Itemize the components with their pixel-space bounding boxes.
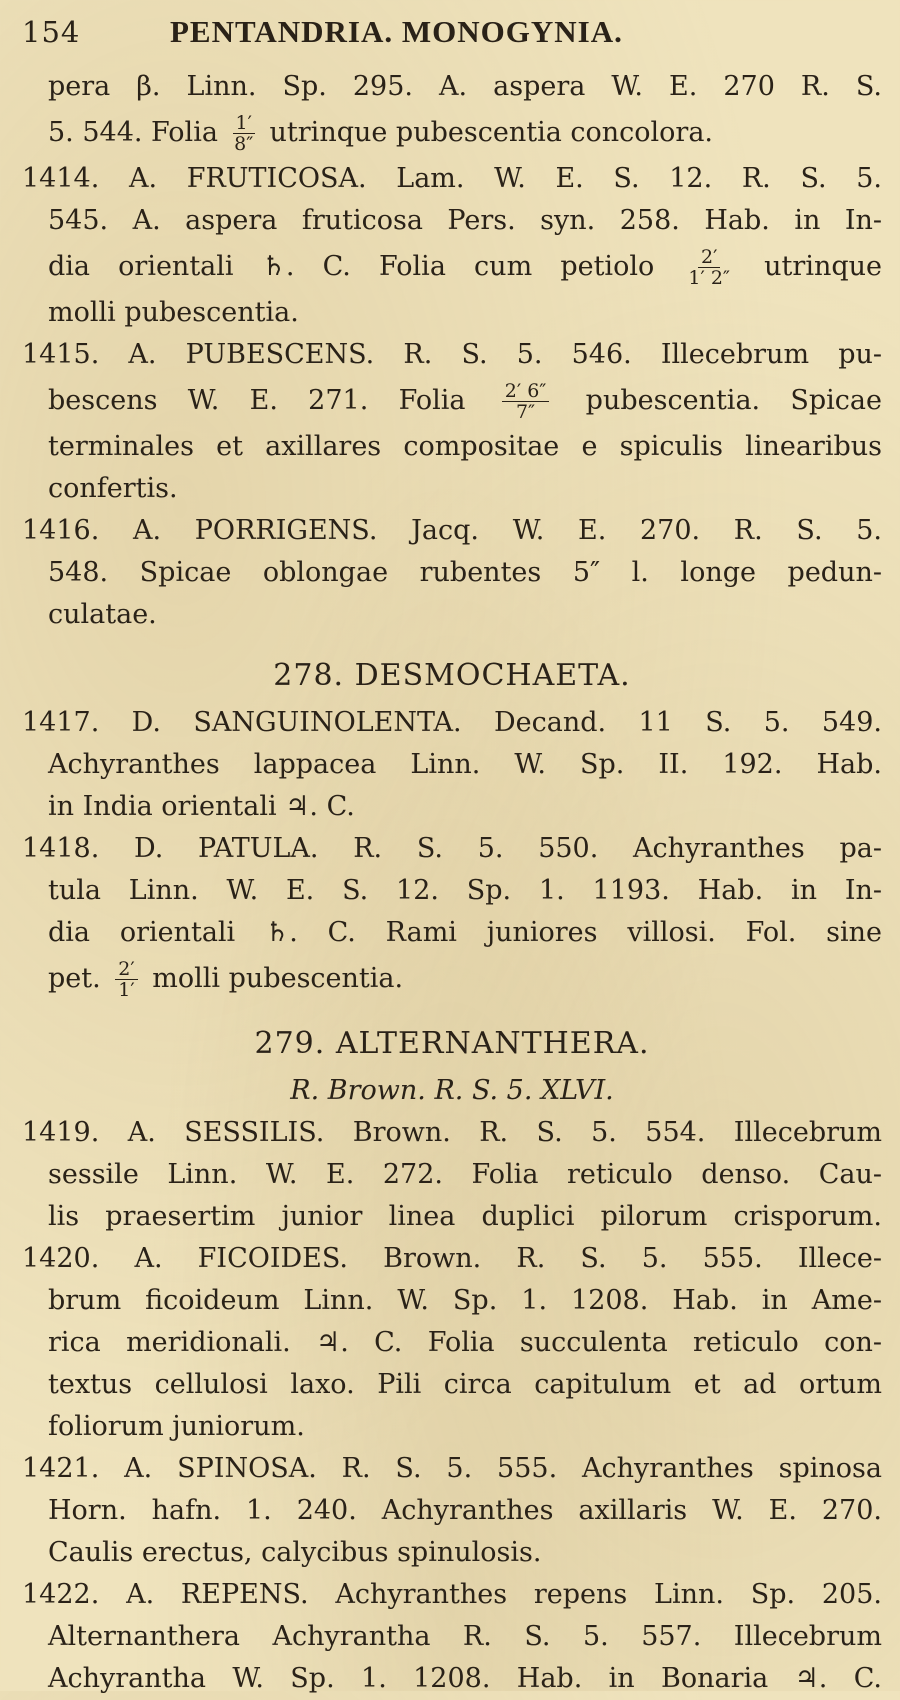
- text-line: [22, 376, 882, 426]
- text-line: brum ficoideum Linn. W. Sp. 1. 1208. Hab. in Ame-: [48, 1285, 882, 1316]
- fraction: [233, 113, 255, 154]
- text-line: tula Linn. W. E. S. 12. Sp. 1. 1193. Hab. in In-: [48, 875, 882, 906]
- fraction-top: 2′: [698, 247, 720, 268]
- text-span: dia orientali ♄. C. Folia cum petiolo: [48, 251, 655, 282]
- text-span: utrinque pubescentia concolora.: [269, 117, 714, 148]
- spacer: [22, 636, 882, 650]
- text-line: culatae.: [48, 599, 157, 630]
- genus-heading: 278. DESMOCHAETA.: [273, 658, 631, 693]
- fraction-bottom: 1′: [118, 979, 135, 1001]
- page-number: 154: [22, 15, 81, 49]
- fraction: [115, 959, 137, 1000]
- text-line: lis praesertim junior linea duplici pilorum crisporum.: [48, 1201, 882, 1232]
- text-line: molli pubescentia.: [48, 297, 299, 328]
- entry-line: 1414. A. FRUTICOSA. Lam. W. E. S. 12. R. S. 5.: [22, 163, 882, 194]
- text-line: textus cellulosi laxo. Pili circa capitulum et ad ortum: [48, 1369, 882, 1400]
- entry-line: 1422. A. REPENS. Achyranthes repens Linn. Sp. 205.: [22, 1579, 882, 1610]
- running-title: PENTANDRIA. MONOGYNIA.: [170, 14, 623, 49]
- fraction: [688, 247, 730, 288]
- text-line: 548. Spicae oblongae rubentes 5″ l. longe pedun-: [48, 557, 882, 588]
- entry-line: 1418. D. PATULA. R. S. 5. 550. Achyranthes pa-: [22, 833, 882, 864]
- text-line: Achyranthes lappacea Linn. W. Sp. II. 192. Hab.: [48, 749, 882, 780]
- text-line: terminales et axillares compositae e spiculis linearibus: [48, 431, 882, 462]
- spacer: [22, 1004, 882, 1018]
- fraction-bottom: 8″: [234, 133, 254, 155]
- text-span: utrinque: [764, 251, 882, 282]
- text-span: pubescentia. Spicae: [585, 385, 883, 416]
- fraction-bottom: 7″: [515, 401, 536, 423]
- text-span: bescens W. E. 271. Folia: [48, 385, 466, 416]
- text-line: in India orientali ♃. C.: [48, 791, 355, 822]
- entry-line: 1420. A. FICOIDES. Brown. R. S. 5. 555. Illece-: [22, 1243, 882, 1274]
- text-line: pera β. Linn. Sp. 295. A. aspera W. E. 270 R. S.: [48, 71, 882, 102]
- text-line: Caulis erectus, calycibus spinulosis.: [48, 1537, 542, 1568]
- entry-line: 1416. A. PORRIGENS. Jacq. W. E. 270. R. S. 5.: [22, 515, 882, 546]
- text-line: sessile Linn. W. E. 272. Folia reticulo denso. Cau-: [48, 1159, 882, 1190]
- genus-authority: R. Brown. R. S. 5. XLVI.: [290, 1075, 614, 1106]
- fraction: [502, 381, 550, 422]
- text-line: confertis.: [48, 473, 178, 504]
- text-span: pet.: [48, 963, 101, 994]
- fraction-top: 2′ 6″: [502, 381, 550, 402]
- text-line: [22, 954, 882, 1004]
- text-line: Horn. hafn. 1. 240. Achyranthes axillaris W. E. 270.: [48, 1495, 882, 1526]
- text-line: [22, 242, 882, 292]
- text-line: foliorum juniorum.: [48, 1411, 305, 1442]
- text-line: [22, 108, 882, 158]
- text-line: Achyrantha W. Sp. 1. 1208. Hab. in Bonaria ♃. C.: [48, 1663, 882, 1694]
- text-line: Alternanthera Achyrantha R. S. 5. 557. Illecebrum: [48, 1621, 882, 1652]
- text-span: 5. 544. Folia: [48, 117, 218, 148]
- text-line: dia orientali ♄. C. Rami juniores villosi. Fol. sine: [48, 917, 882, 948]
- entry-line: 1415. A. PUBESCENS. R. S. 5. 546. Illecebrum pu-: [22, 339, 882, 370]
- entry-line: 1417. D. SANGUINOLENTA. Decand. 11 S. 5. 549.: [22, 707, 882, 738]
- fraction-top: 2′: [115, 959, 137, 980]
- text-span: molli pubescentia.: [152, 963, 404, 994]
- entry-line: 1419. A. SESSILIS. Brown. R. S. 5. 554. Illecebrum: [22, 1117, 882, 1148]
- genus-heading: 279. ALTERNANTHERA.: [254, 1026, 650, 1061]
- page-header: [22, 14, 882, 66]
- text-line: 545. A. aspera fruticosa Pers. syn. 258. Hab. in In-: [48, 205, 882, 236]
- fraction-top: 1′: [233, 113, 255, 134]
- text-line: rica meridionali. ♃. C. Folia succulenta reticulo con-: [48, 1327, 882, 1358]
- fraction-bottom: 1′ 2″: [688, 267, 731, 289]
- entry-line: 1421. A. SPINOSA. R. S. 5. 555. Achyranthes spinosa: [22, 1453, 882, 1484]
